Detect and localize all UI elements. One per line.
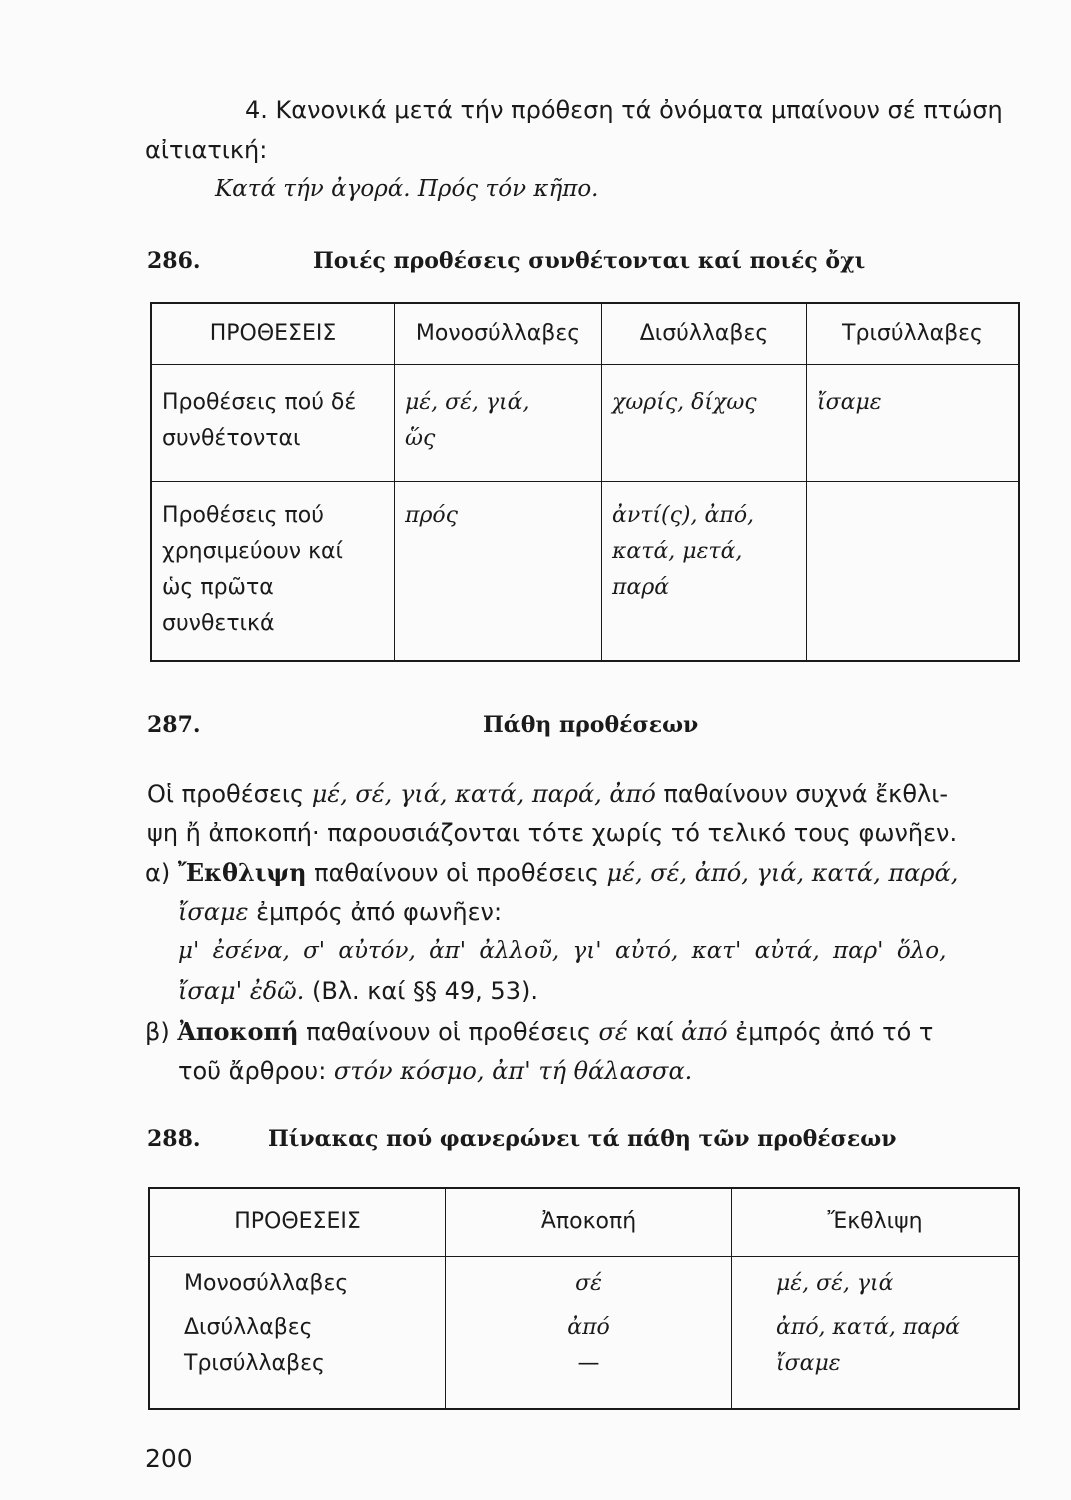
cell-line: Προθέσεις πού δέ [162, 389, 357, 415]
cell-line: ὡς πρῶτα [162, 574, 274, 600]
cell-line: συνθετικά [162, 610, 275, 636]
cell-line: χρησιμεύουν καί [162, 538, 344, 564]
header-cell: ΠΡΟΘΕΣΕΙΣ [149, 1188, 446, 1256]
table-row [149, 1346, 1019, 1409]
cell-line: πρός [405, 502, 458, 528]
cell: σέ [446, 1256, 732, 1302]
text: Οἱ προθέσεις [147, 780, 312, 808]
text: ἀπό [681, 1018, 728, 1046]
paragraph-line [147, 780, 948, 808]
cell: Τρισύλλαβες [149, 1346, 446, 1409]
paragraph-line: ψη ἤ ἀποκοπή· παρουσιάζονται τότε χωρίς τό τελικό τους φωνῆεν. [147, 819, 958, 847]
example-text: Κατά τήν ἀγορά. Πρός τόν κῆπο. [215, 176, 599, 202]
cell: — [446, 1346, 732, 1409]
cell-line: μέ, σέ, γιά, [405, 389, 530, 415]
section-title: Πάθη προθέσεων [483, 712, 699, 738]
cell: μέ, σέ, γιά [732, 1256, 1020, 1302]
cell-line: χωρίς, δίχως [612, 389, 757, 415]
text: β) [145, 1018, 178, 1046]
text: ἴσαμε [178, 898, 249, 926]
paragraph-line: 4. Κανονικά μετά τήν πρόθεση τά ὀνόματα μπαίνουν σέ πτώση [245, 96, 1003, 124]
cell: ἀπό [446, 1302, 732, 1346]
text: (Βλ. καί §§ 49, 53). [304, 977, 538, 1005]
text: παθαίνουν οἱ προθέσεις [306, 859, 607, 887]
text: ἐμπρός ἀπό τό τ [727, 1018, 934, 1046]
text: μέ, σέ, ἀπό, γιά, κατά, παρά, [606, 859, 959, 887]
paragraph-line [178, 977, 538, 1005]
cell: Δισύλλαβες [149, 1302, 446, 1346]
text: ἴσαμ' ἐδῶ. [178, 977, 305, 1005]
header-cell: Ἀποκοπή [446, 1188, 732, 1256]
header-cell: ΠΡΟΘΕΣΕΙΣ [151, 303, 395, 364]
cell-line: παρά [612, 574, 670, 600]
text: α) [145, 859, 178, 887]
cell-line: συνθέτονται [162, 425, 301, 451]
cell: ἀπό, κατά, παρά [732, 1302, 1020, 1346]
paragraph-line [178, 898, 502, 926]
cell-line: ὥς [405, 425, 436, 451]
header-cell: Μονοσύλλαβες [395, 303, 602, 364]
section-title: Ποιές προθέσεις συνθέτονται καί ποιές ὄχι [313, 248, 866, 274]
section-title: Πίνακας πού φανερώνει τά πάθη τῶν προθέσεων [268, 1126, 897, 1152]
paragraph-line: αἰτιατική: [145, 136, 268, 164]
paragraph-line [145, 1017, 933, 1046]
text: παθαίνουν οἱ προθέσεις [298, 1018, 599, 1046]
table-row [149, 1256, 1019, 1302]
text: Ἀποκοπή [177, 1017, 299, 1046]
table-row [151, 481, 1019, 661]
paragraph-line [145, 858, 958, 887]
section-number: 288. [147, 1126, 201, 1152]
paragraph-line: μ' ἐσένα, σ' αὐτόν, ἀπ' ἀλλοῦ, γι' αὐτό, κατ' αὐτά, παρ' ὅλο, [178, 938, 947, 964]
compounding-table [150, 302, 1020, 662]
cell-line: κατά, μετά, [612, 538, 743, 564]
table-row [149, 1302, 1019, 1346]
cell-line: ἀντί(ς), ἀπό, [612, 502, 755, 528]
cell-line: Προθέσεις πού [162, 502, 324, 528]
header-cell: Τρισύλλαβες [807, 303, 1020, 364]
header-cell: Δισύλλαβες [602, 303, 807, 364]
text: καί [627, 1018, 682, 1046]
phenomena-table [148, 1187, 1020, 1410]
text: παθαίνουν συχνά ἔκθλι- [655, 780, 948, 808]
cell: ἴσαμε [732, 1346, 1020, 1409]
page-number: 200 [145, 1444, 193, 1473]
header-cell: Ἔκθλιψη [732, 1188, 1020, 1256]
text: Ἔκθλιψη [177, 858, 307, 887]
text: μέ, σέ, γιά, κατά, παρά, ἀπό [311, 780, 656, 808]
text: στόν κόσμο, ἀπ' τή θάλασσα. [333, 1057, 693, 1085]
table-row [151, 364, 1019, 481]
section-number: 287. [147, 712, 201, 738]
text: τοῦ ἄρθρου: [178, 1057, 334, 1085]
text: ἐμπρός ἀπό φωνῆεν: [248, 898, 503, 926]
section-number: 286. [147, 248, 201, 274]
text: σέ [598, 1018, 628, 1046]
paragraph-line [178, 1057, 692, 1085]
cell-line: ἴσαμε [817, 389, 882, 415]
cell: Μονοσύλλαβες [149, 1256, 446, 1302]
